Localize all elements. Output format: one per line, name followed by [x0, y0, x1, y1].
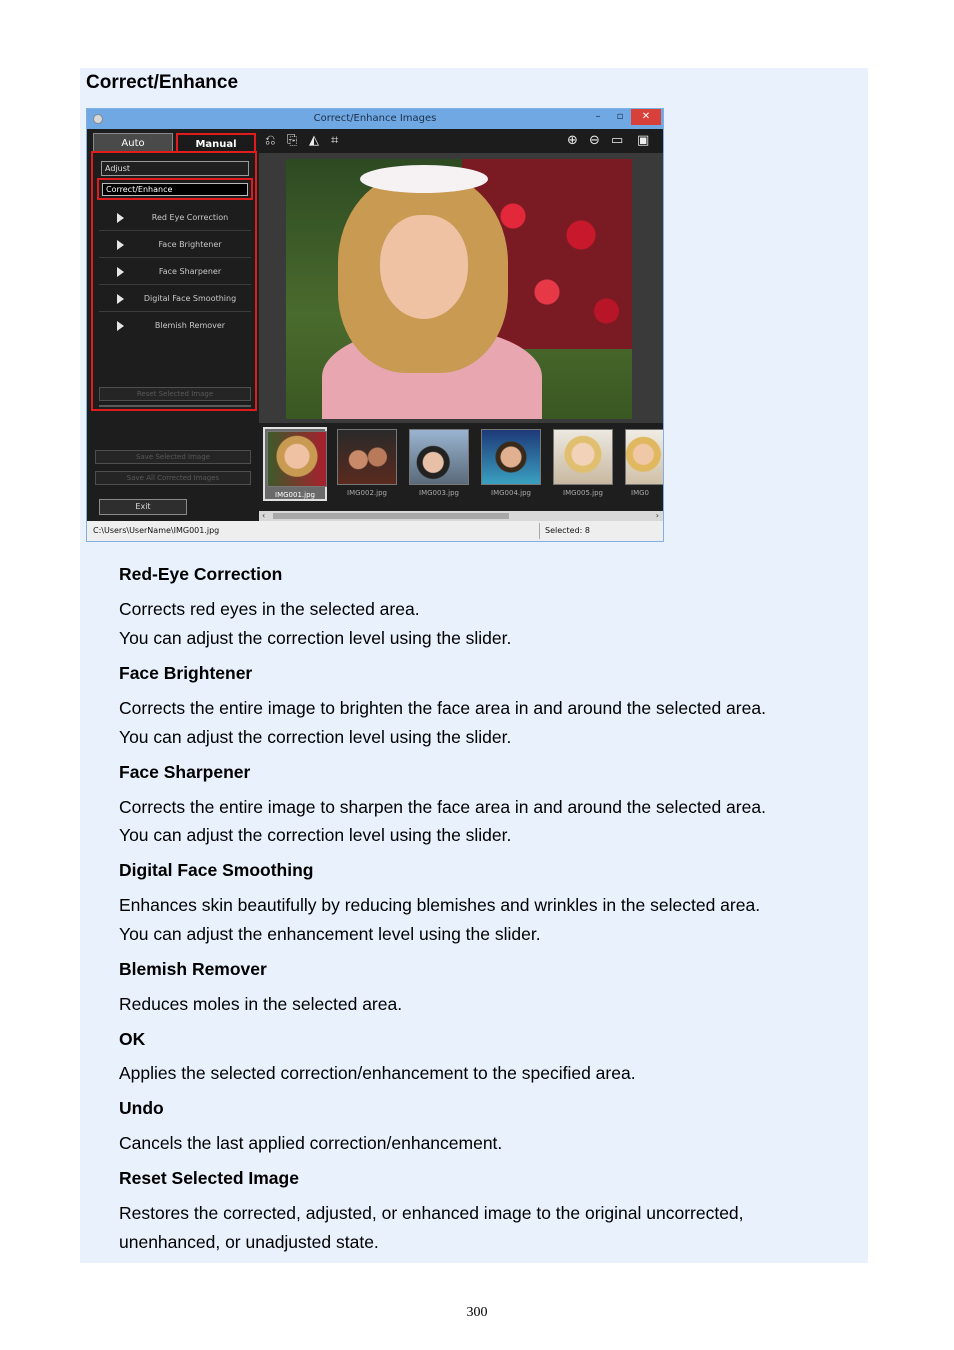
zoom-out-icon[interactable]: ⊖: [589, 133, 600, 148]
zoom-in-icon[interactable]: ⊕: [567, 133, 578, 148]
tab-manual[interactable]: Manual: [176, 133, 256, 153]
thumbnail-item[interactable]: [479, 427, 543, 501]
section-title: Correct/Enhance: [86, 72, 239, 93]
left-pane: [87, 129, 259, 521]
thumbnail-caption: IMG003.jpg: [419, 489, 459, 497]
thumbnail-caption: IMG001.jpg: [275, 491, 315, 499]
thumbnail-image: [625, 429, 663, 485]
thumbnail-strip: [259, 423, 663, 511]
thumbnail-image: [553, 429, 613, 485]
tab-auto[interactable]: Auto: [93, 133, 173, 153]
tool-label: Digital Face Smoothing: [143, 294, 237, 303]
content-panel: [80, 68, 868, 1263]
close-icon[interactable]: ✕: [631, 109, 661, 125]
window-title: Correct/Enhance Images: [313, 113, 437, 124]
rotate-right-icon[interactable]: ⎘: [287, 133, 298, 148]
face-area: [380, 215, 468, 319]
scroll-right-icon[interactable]: ›: [655, 511, 659, 520]
thumbnail-image: [409, 429, 469, 485]
preview-image[interactable]: [286, 159, 632, 419]
entry-title-undo: Undo: [119, 1098, 164, 1118]
entry-text: Restores the corrected, adjusted, or enhanced image to the original uncorrected,: [119, 1203, 744, 1223]
tool-label: Face Sharpener: [158, 267, 222, 276]
compare-view-icon[interactable]: ▣: [637, 133, 650, 148]
correct-enhance-item[interactable]: [97, 178, 253, 200]
minimize-icon[interactable]: –: [595, 111, 601, 122]
thumbnail-caption: IMG002.jpg: [347, 489, 387, 497]
tool-red-eye-correction[interactable]: [99, 205, 251, 231]
page-number: 300: [466, 1305, 488, 1320]
expand-arrow-icon: [117, 267, 124, 277]
tool-label: Face Brightener: [158, 240, 222, 249]
divider: [99, 405, 251, 407]
full-screen-icon[interactable]: ▭: [611, 133, 624, 148]
thumbnail-image: [481, 429, 541, 485]
tool-label: Blemish Remover: [154, 321, 226, 330]
window-titlebar: [87, 109, 663, 129]
save-selected-image-button[interactable]: Save Selected Image: [95, 450, 251, 464]
thumbnail-caption: IMG0: [631, 489, 649, 497]
entry-text: unenhanced, or unadjusted state.: [119, 1232, 379, 1252]
entry-text: Reduces moles in the selected area.: [119, 994, 403, 1014]
entry-text: Corrects the entire image to sharpen the face area in and around the selected area.: [119, 797, 766, 817]
thumbnail-item[interactable]: [335, 427, 399, 501]
entry-title-blemish-remover: Blemish Remover: [119, 959, 267, 979]
app-window-screenshot: [86, 108, 664, 542]
status-bar: [87, 521, 663, 541]
reset-selected-image-button[interactable]: Reset Selected Image: [99, 387, 251, 401]
entry-title-red-eye-correction: Red-Eye Correction: [119, 564, 283, 584]
flower-crown: [360, 165, 488, 193]
entry-title-ok: OK: [119, 1029, 146, 1049]
maximize-icon[interactable]: ▫: [616, 111, 624, 122]
tool-blemish-remover[interactable]: [99, 313, 251, 339]
entry-text: You can adjust the correction level using the slider.: [119, 825, 512, 845]
entry-title-face-sharpener: Face Sharpener: [119, 762, 251, 782]
crop-icon[interactable]: ⌗: [331, 133, 339, 148]
tool-face-sharpener[interactable]: [99, 259, 251, 285]
thumbnail-scrollbar[interactable]: [259, 511, 663, 521]
rotate-left-icon[interactable]: ⎌: [265, 133, 276, 148]
tool-digital-face-smoothing[interactable]: [99, 286, 251, 312]
entry-text: Applies the selected correction/enhancement to the specified area.: [119, 1063, 636, 1083]
exit-button[interactable]: Exit: [99, 499, 187, 515]
scroll-left-icon[interactable]: ‹: [262, 511, 266, 520]
status-path: C:\Users\UserName\IMG001.jpg: [93, 526, 220, 535]
thumbnail-item[interactable]: [551, 427, 615, 501]
entry-text: Corrects red eyes in the selected area.: [119, 599, 420, 619]
thumbnail-caption: IMG005.jpg: [563, 489, 603, 497]
correct-enhance-label: Correct/Enhance: [102, 183, 248, 196]
tool-label: Red Eye Correction: [151, 213, 229, 222]
thumbnail-image: [267, 431, 327, 487]
status-divider: [539, 523, 540, 539]
entry-text: You can adjust the correction level using the slider.: [119, 727, 512, 747]
flip-icon[interactable]: ◭: [309, 133, 319, 148]
save-all-corrected-images-button[interactable]: Save All Corrected Images: [95, 471, 251, 485]
status-selected-count: Selected: 8: [545, 526, 591, 535]
entry-text: Enhances skin beautifully by reducing blemishes and wrinkles in the selected area.: [119, 895, 761, 915]
tool-face-brightener[interactable]: [99, 232, 251, 258]
entry-text: Cancels the last applied correction/enhancement.: [119, 1133, 503, 1153]
entry-text: You can adjust the correction level using the slider.: [119, 628, 512, 648]
entry-title-reset-selected-image: Reset Selected Image: [119, 1168, 299, 1188]
thumbnail-caption: IMG004.jpg: [491, 489, 531, 497]
expand-arrow-icon: [117, 294, 124, 304]
scrollbar-thumb[interactable]: [273, 513, 509, 519]
view-toolbar: [259, 129, 663, 153]
expand-arrow-icon: [117, 213, 124, 223]
entry-title-face-brightener: Face Brightener: [119, 663, 253, 683]
entry-title-digital-face-smoothing: Digital Face Smoothing: [119, 860, 314, 880]
expand-arrow-icon: [117, 240, 124, 250]
entry-text: You can adjust the enhancement level using the slider.: [119, 924, 541, 944]
thumbnail-item[interactable]: [623, 427, 663, 501]
entry-text: Corrects the entire image to brighten the face area in and around the selected area.: [119, 698, 766, 718]
preview-pane: [259, 129, 663, 521]
thumbnail-item[interactable]: [263, 427, 327, 501]
expand-arrow-icon: [117, 321, 124, 331]
adjust-item[interactable]: Adjust: [101, 161, 249, 176]
thumbnail-item[interactable]: [407, 427, 471, 501]
thumbnail-image: [337, 429, 397, 485]
